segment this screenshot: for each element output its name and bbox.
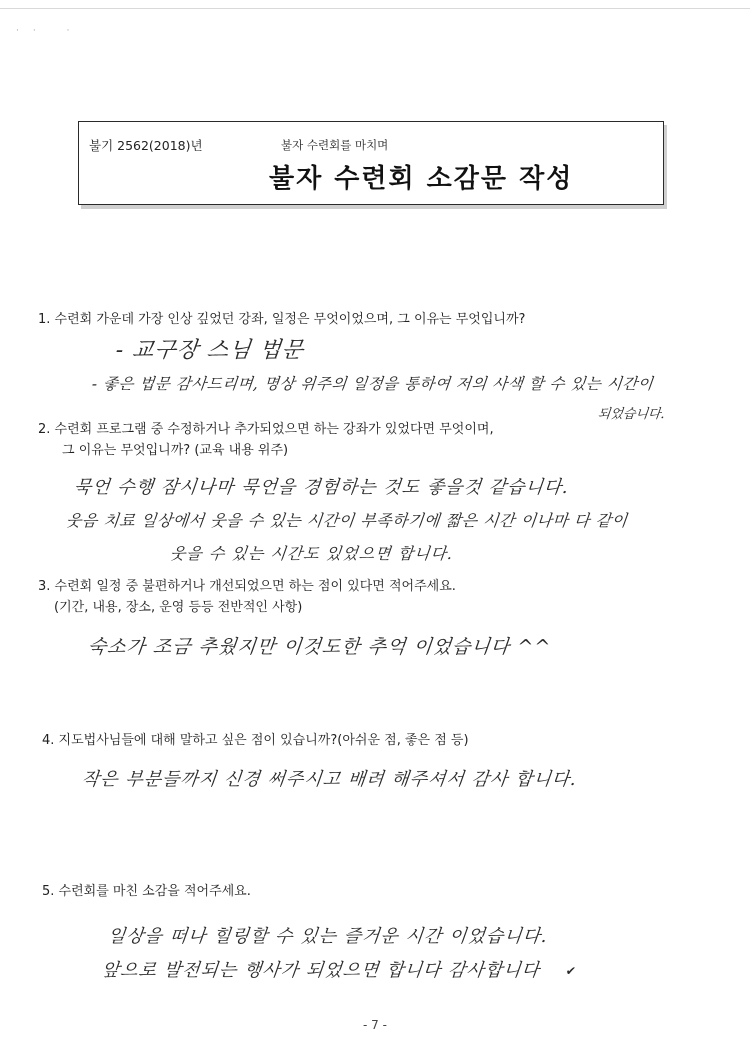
checkmark-icon: ✔ <box>565 964 578 978</box>
question-2: 2. 수련회 프로그램 중 수정하거나 추가되었으면 하는 강좌가 있었다면 무엇이며, <box>38 422 494 437</box>
answer-2-line-1: 묵언 수행 잠시나마 묵언을 경험하는 것도 좋을것 같습니다. <box>72 477 571 498</box>
question-2-line-2: 그 이유는 무엇입니까? (교육 내용 위주) <box>62 443 289 458</box>
header-subtitle: 불자 수련회를 마치며 <box>281 138 389 152</box>
answer-5-line-2: 앞으로 발전되는 행사가 되었으면 합니다 감사합니다 <box>100 960 542 981</box>
answer-5-line-1: 일상을 떠나 힐링할 수 있는 즐거운 시간 이었습니다. <box>106 926 549 947</box>
answer-3-line-1: 숙소가 조금 추웠지만 이것도한 추억 이었습니다 ^^ <box>86 636 553 658</box>
header-year: 불기 2562(2018)년 <box>89 138 203 153</box>
scan-edge-line <box>0 8 750 9</box>
page-number: - 7 - <box>363 1018 387 1032</box>
page-title: 불자 수련회 소감문 작성 <box>269 164 574 194</box>
answer-1-line-1: - 교구장 스님 법문 <box>114 338 306 363</box>
question-4: 4. 지도법사님들에 대해 말하고 싶은 점이 있습니까?(아쉬운 점, 좋은 점 등) <box>42 733 469 748</box>
question-1: 1. 수련회 가운데 가장 인상 깊었던 강좌, 일정은 무엇이었으며, 그 이유는 무엇입니까? <box>38 312 526 327</box>
answer-4-line-1: 작은 부분들까지 신경 써주시고 배려 해주셔서 감사 합니다. <box>80 769 579 790</box>
answer-1-line-2: - 좋은 법문 감사드리며, 명상 위주의 일정을 통하여 저의 사색 할 수 있는 시간이 <box>90 375 655 393</box>
question-5: 5. 수련회를 마친 소감을 적어주세요. <box>42 884 251 899</box>
scan-marks-icon: ·· · <box>16 26 84 36</box>
answer-1-line-3: 되었습니다. <box>597 407 666 422</box>
answer-2-line-3: 웃을 수 있는 시간도 있었으면 합니다. <box>168 544 455 563</box>
header-box <box>78 121 664 205</box>
answer-2-line-2: 웃음 치료 일상에서 웃을 수 있는 시간이 부족하기에 짧은 시간 이나마 다 같이 <box>64 511 629 530</box>
question-3: 3. 수련회 일정 중 불편하거나 개선되었으면 하는 점이 있다면 적어주세요. <box>38 579 456 594</box>
question-3-line-2: (기간, 내용, 장소, 운영 등등 전반적인 사항) <box>54 600 303 615</box>
